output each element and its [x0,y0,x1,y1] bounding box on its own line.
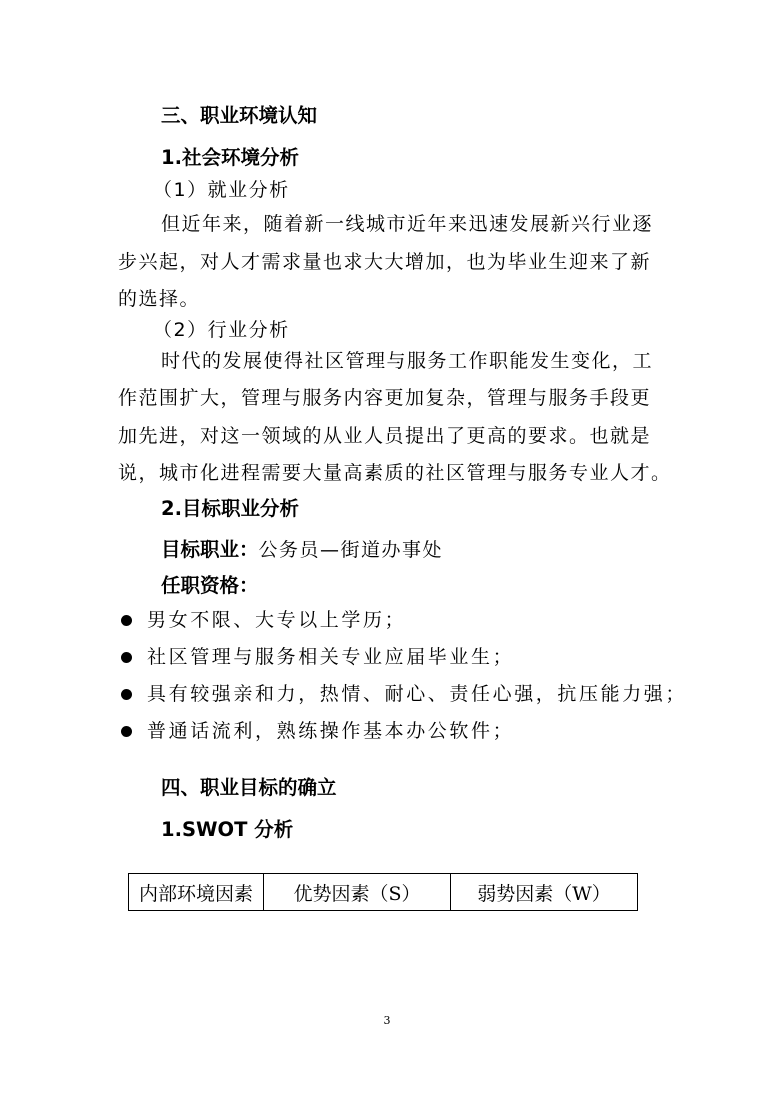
table-cell-strengths: 优势因素（S） [264,874,451,911]
industry-paragraph-line: 作范围扩大，管理与服务内容更加复杂，管理与服务手段更 [118,387,652,409]
qualification-item: 男女不限、大专以上学历； [147,609,407,631]
bullet-dot-icon [121,689,132,700]
target-career-label: 目标职业： [161,538,259,561]
industry-paragraph-line: 说，城市化进程需要大量高素质的社区管理与服务专业人才。 [118,462,672,484]
target-career-value: 公务员—街道办事处 [258,539,444,561]
industry-paragraph-line: 时代的发展使得社区管理与服务工作职能发生变化，工 [161,350,654,372]
swot-table [128,873,638,911]
target-career-heading: 2.目标职业分析 [161,497,299,520]
table-cell-weaknesses: 弱势因素（W） [451,874,638,911]
employment-analysis-title: （1）就业分析 [153,179,290,201]
industry-analysis-title: （2）行业分析 [153,319,290,341]
section3-heading: 三、职业环境认知 [161,104,318,127]
qualification-item: 普通话流利，熟练操作基本办公软件； [147,720,515,742]
employment-paragraph-line: 但近年来，随着新一线城市近年来迅速发展新兴行业逐 [161,213,654,235]
table-row [129,874,638,911]
qualification-item: 社区管理与服务相关专业应届毕业生； [147,646,515,668]
employment-paragraph-line: 步兴起，对人才需求量也求大大增加，也为毕业生迎来了新 [118,251,652,273]
section4-heading: 四、职业目标的确立 [161,776,337,799]
qualification-item: 具有较强亲和力，热情、耐心、责任心强，抗压能力强； [147,683,688,705]
swot-heading: 1.SWOT 分析 [161,818,294,841]
industry-paragraph-line: 加先进，对这一领域的从业人员提出了更高的要求。也就是 [118,425,652,447]
table-cell-internal-factors: 内部环境因素 [129,874,264,911]
bullet-dot-icon [121,726,132,737]
page-number: 3 [383,1014,391,1027]
qualifications-label: 任职资格： [161,574,259,597]
bullet-dot-icon [121,615,132,626]
social-environment-heading: 1.社会环境分析 [161,146,299,169]
target-career-line [161,540,443,560]
employment-paragraph-line: 的选择。 [118,288,201,310]
bullet-dot-icon [121,652,132,663]
